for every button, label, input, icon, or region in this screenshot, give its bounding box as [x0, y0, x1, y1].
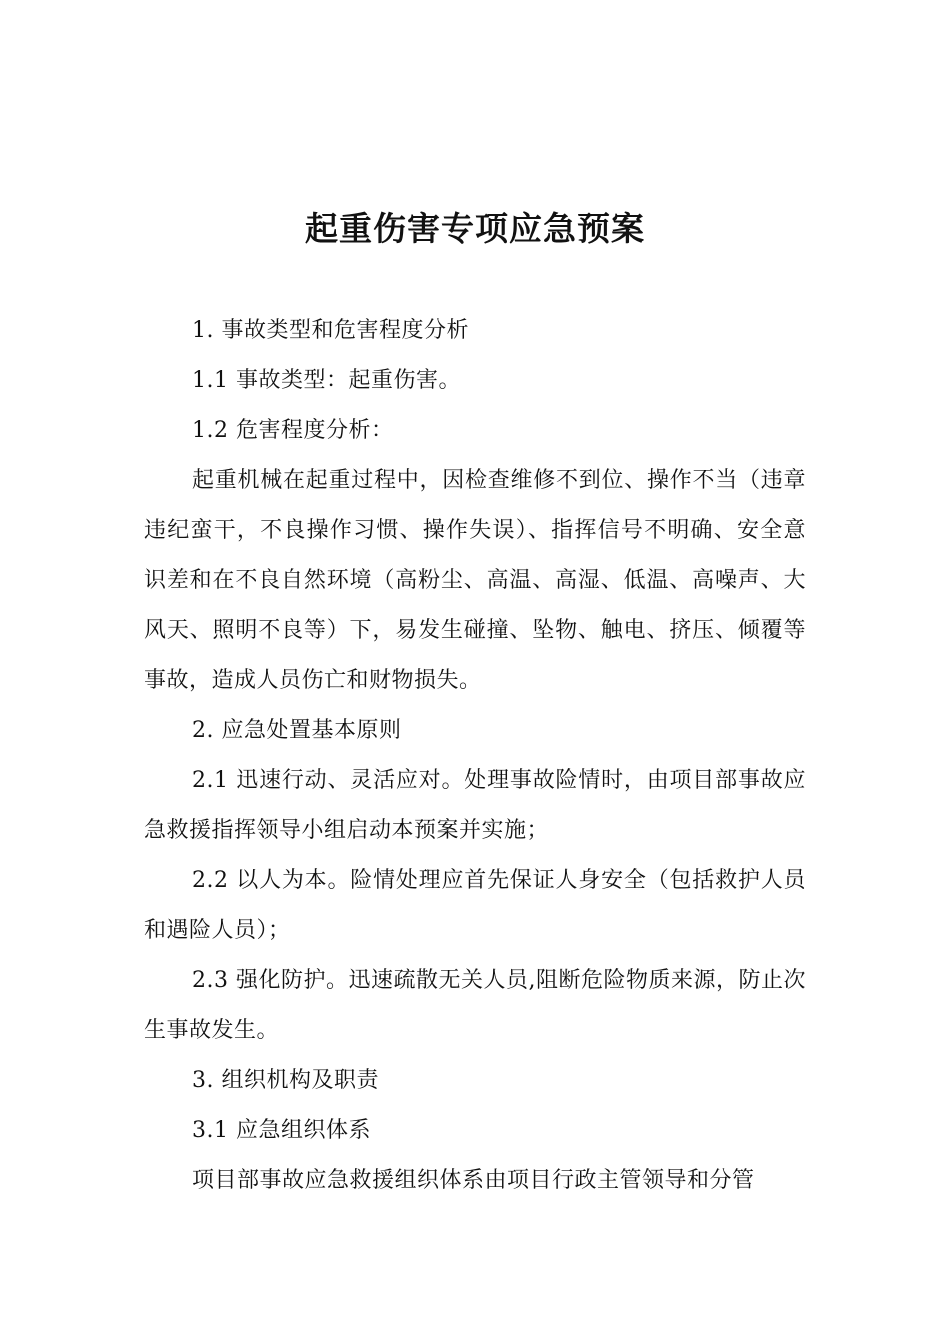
paragraph-3-1-body: 项目部事故应急救援组织体系由项目行政主管领导和分管: [192, 1168, 755, 1193]
subheading-1-1: 1.1 事故类型：起重伤害。: [192, 368, 461, 393]
heading-1: 1. 事故类型和危害程度分析: [192, 318, 469, 343]
document-title: 起重伤害专项应急预案: [305, 209, 645, 248]
heading-3: 3. 组织机构及职责: [192, 1068, 379, 1093]
paragraph-hazard-analysis: 起重机械在起重过程中，因检查维修不到位、操作不当（违章违纪蛮干，不良操作习惯、操作失误）、指挥信号不明确、安全意识差和在不良自然环境（高粉尘、高温、高湿、低温、高噪声、大风天、照明不良等）下，易发生碰撞、坠物、触电、挤压、倾覆等事故，造成人员伤亡和财物损失。: [144, 468, 806, 693]
subheading-1-2: 1.2 危害程度分析：: [192, 418, 394, 443]
document-body: [144, 306, 806, 1206]
subheading-3-1: 3.1 应急组织体系: [192, 1118, 371, 1143]
paragraph-2-3: 2.3 强化防护。迅速疏散无关人员,阻断危险物质来源，防止次生事故发生。: [144, 968, 806, 1043]
paragraph-2-1: 2.1 迅速行动、灵活应对。处理事故险情时，由项目部事故应急救援指挥领导小组启动本预案并实施；: [144, 768, 806, 843]
paragraph-2-2: 2.2 以人为本。险情处理应首先保证人身安全（包括救护人员和遇险人员）；: [144, 868, 806, 943]
heading-2: 2. 应急处置基本原则: [192, 718, 402, 743]
